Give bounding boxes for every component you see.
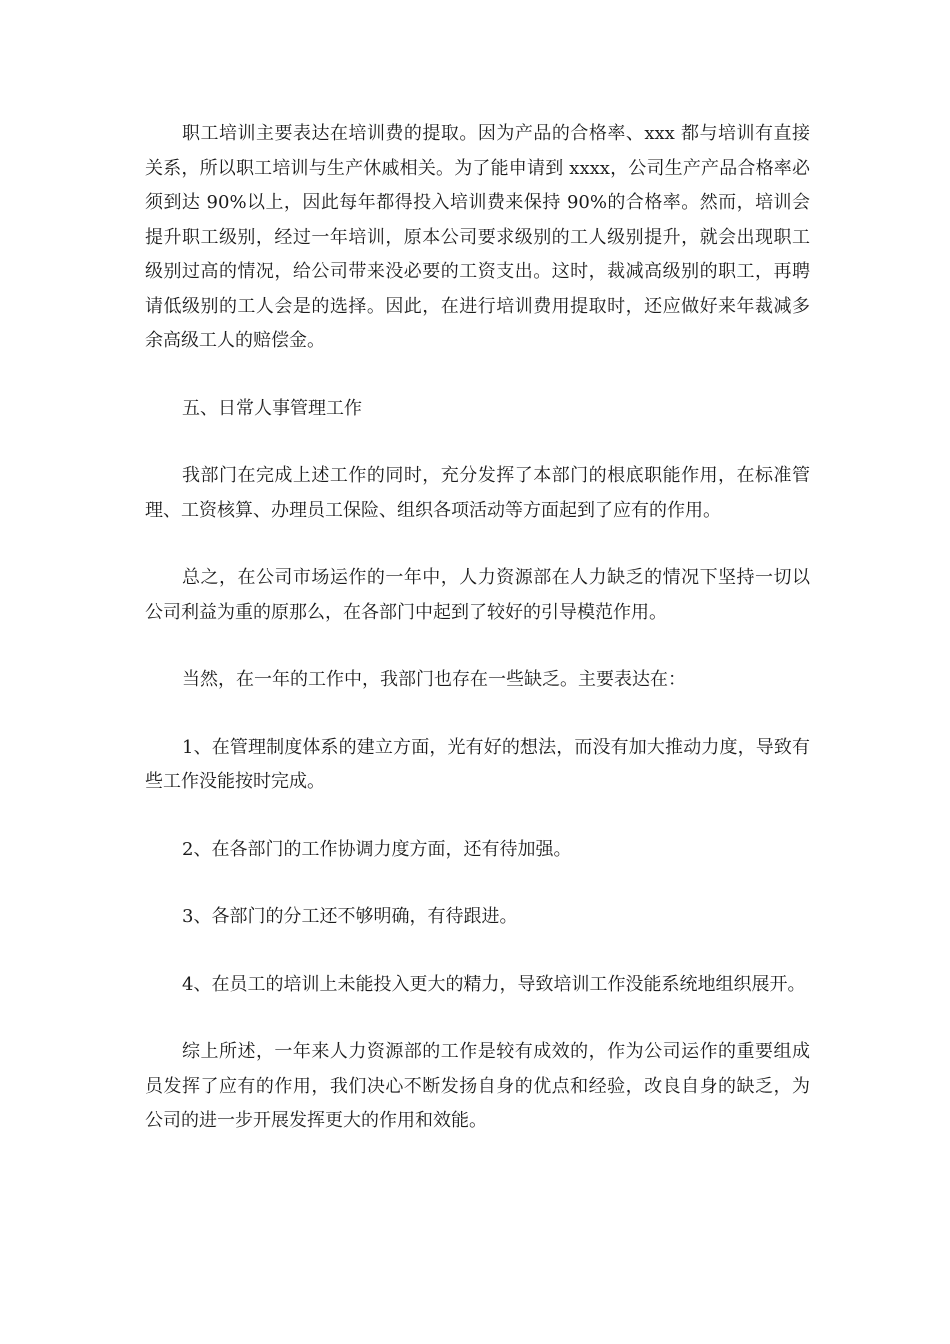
paragraph-daily-hr: 我部门在完成上述工作的同时，充分发挥了本部门的根底职能作用，在标准管理、工资核算、办理员工保险、组织各项活动等方面起到了应有的作用。: [145, 465, 810, 521]
paragraph-conclusion: 综上所述，一年来人力资源部的工作是较有成效的，作为公司运作的重要组成员发挥了应有的作用，我们决心不断发扬自身的优点和经验，改良自身的缺乏，为公司的进一步开展发挥更大的作用和效能。: [145, 1041, 810, 1131]
section-heading-daily-hr: 五、日常人事管理工作: [182, 397, 362, 419]
paragraph-summary: 总之，在公司市场运作的一年中，人力资源部在人力缺乏的情况下坚持一切以公司利益为重的原那么，在各部门中起到了较好的引导模范作用。: [145, 567, 810, 623]
list-item-shortcoming-3: 3、各部门的分工还不够明确，有待跟进。: [182, 906, 518, 927]
list-item-shortcoming-2: 2、在各部门的工作协调力度方面，还有待加强。: [182, 838, 572, 860]
document-body: [145, 117, 810, 1139]
list-item-shortcoming-4: 4、在员工的培训上未能投入更大的精力，导致培训工作没能系统地组织展开。: [182, 973, 806, 995]
paragraph-shortcomings-intro: 当然，在一年的工作中，我部门也存在一些缺乏。主要表达在：: [182, 669, 686, 690]
list-item-shortcoming-1: 1、在管理制度体系的建立方面，光有好的想法，而没有加大推动力度，导致有些工作没能按时完成。: [145, 736, 810, 792]
paragraph-training-costs: 职工培训主要表达在培训费的提取。因为产品的合格率、xxx 都与培训有直接关系，所以职工培训与生产休戚相关。为了能申请到 xxxx，公司生产产品合格率必须到达 90%以上，因此每年都得投入培训费来保持 90%的合格率。然而，培训会提升职工级别，经过一年培训，原本公司要求级别的工人级别提升，就会出现职工级别过高的情况，给公司带来没必要的工资支出。这时，裁减高级别的职工，再聘请低级别的工人会是的选择。因此，在进行培训费用提取时，还应做好来年裁减多余高级工人的赔偿金。: [145, 123, 810, 351]
